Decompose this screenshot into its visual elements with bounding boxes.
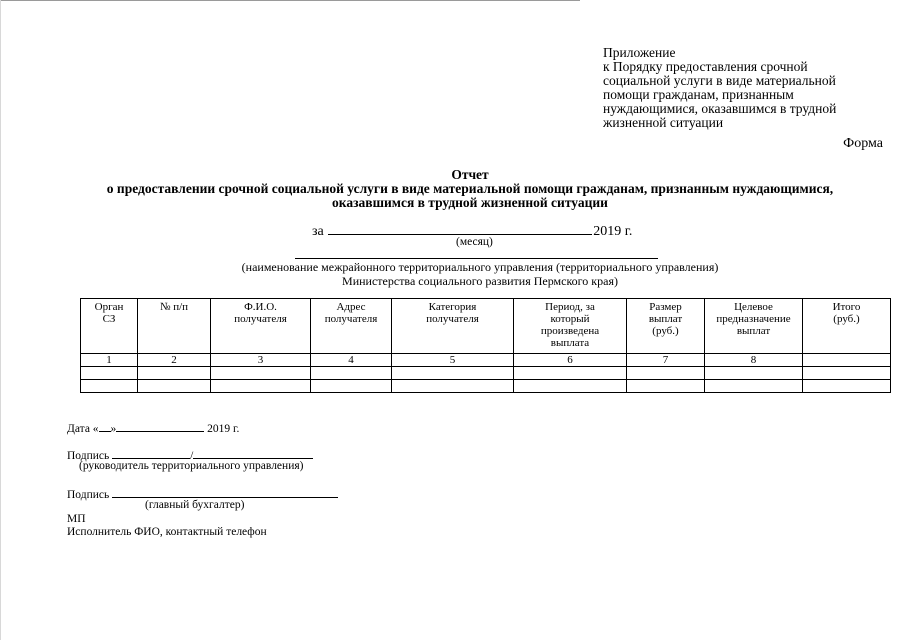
signature-accountant-field[interactable]	[112, 486, 338, 498]
appendix-line: помощи гражданам, признанным	[603, 87, 794, 102]
col-header-line: выплата	[550, 337, 590, 349]
form-label: Форма	[843, 136, 883, 151]
col-header-line: предназначение	[716, 313, 791, 325]
signature-head-name-field[interactable]	[193, 447, 313, 459]
col-header-number	[138, 299, 211, 354]
col-header-line: СЗ	[102, 313, 116, 325]
org-caption-line-1: (наименование межрайонного территориального управления (территориального управления)	[241, 260, 719, 274]
table-cell[interactable]	[81, 380, 138, 393]
col-header-line: Адрес	[336, 301, 366, 313]
org-name-field[interactable]	[295, 258, 658, 259]
appendix-line: Приложение	[603, 45, 676, 60]
header-row	[81, 299, 891, 354]
table-cell[interactable]	[803, 367, 891, 380]
report-title	[30, 168, 905, 210]
column-number: 1	[81, 354, 138, 367]
appendix-line: жизненной ситуации	[603, 115, 724, 130]
org-caption-line-2: Министерства социального развития Пермского края)	[342, 274, 618, 288]
scan-edge-top	[0, 0, 580, 1]
month-field[interactable]	[328, 221, 592, 235]
col-header-total	[803, 299, 891, 354]
col-header-line: получателя	[234, 313, 287, 325]
appendix-note	[603, 46, 893, 130]
table-cell[interactable]	[514, 380, 627, 393]
col-header-line: произведена	[540, 325, 600, 337]
table-cell[interactable]	[705, 367, 803, 380]
col-header-line: выплат	[736, 325, 771, 337]
column-number-row	[81, 354, 891, 367]
title-line-1: Отчет	[451, 167, 489, 182]
col-header-line: (руб.)	[833, 313, 860, 325]
table-cell[interactable]	[138, 380, 211, 393]
col-header-line: Категория	[428, 301, 477, 313]
table-row	[81, 380, 891, 393]
title-line-3: оказавшимся в трудной жизненной ситуации	[332, 195, 608, 210]
col-header-amount	[627, 299, 705, 354]
column-number	[803, 354, 891, 367]
table-cell[interactable]	[627, 367, 705, 380]
column-number: 6	[514, 354, 627, 367]
column-number: 4	[311, 354, 392, 367]
appendix-line: к Порядку предоставления срочной	[603, 59, 808, 74]
col-header-line: который	[550, 313, 590, 325]
table-cell[interactable]	[81, 367, 138, 380]
scan-edge-left	[0, 0, 1, 640]
col-header-line: выплат	[648, 313, 683, 325]
table-cell[interactable]	[211, 380, 311, 393]
signature-head-field[interactable]	[112, 447, 190, 459]
table-row	[81, 367, 891, 380]
stamp-label: МП	[67, 513, 86, 525]
col-header-line: Итого	[832, 301, 861, 313]
report-table	[80, 298, 891, 393]
date-prefix: Дата «	[67, 423, 99, 435]
col-header-line: Период, за	[545, 301, 595, 313]
day-field[interactable]	[99, 420, 111, 432]
table-cell[interactable]	[138, 367, 211, 380]
signature-head-label: Подпись	[67, 450, 110, 462]
appendix-line: нуждающимися, оказавшимся в трудной	[603, 101, 837, 116]
column-number: 5	[392, 354, 514, 367]
date-mid: »	[110, 423, 117, 435]
month-year-field[interactable]	[116, 420, 204, 432]
table-cell[interactable]	[392, 380, 514, 393]
col-header-address	[311, 299, 392, 354]
signature-head-caption: (руководитель территориального управления)	[79, 460, 304, 472]
date-suffix: 2019 г.	[207, 423, 240, 435]
executor-label: Исполнитель ФИО, контактный телефон	[67, 526, 267, 538]
appendix-line: социальной услуги в виде материальной	[603, 73, 836, 88]
column-number: 8	[705, 354, 803, 367]
col-header-organ	[81, 299, 138, 354]
signature-slash: /	[190, 450, 194, 462]
col-header-line: (руб.)	[652, 325, 679, 337]
date-line	[67, 420, 239, 436]
period-suffix: 2019 г.	[593, 224, 633, 239]
col-header-line: получателя	[324, 313, 378, 325]
col-header-period	[514, 299, 627, 354]
table-cell[interactable]	[705, 380, 803, 393]
signature-accountant-caption: (главный бухгалтер)	[145, 499, 245, 511]
col-header-line: Целевое	[734, 301, 773, 313]
col-header-name	[211, 299, 311, 354]
col-header-category	[392, 299, 514, 354]
col-header-line: Орган	[94, 301, 124, 313]
col-header-purpose	[705, 299, 803, 354]
period-prefix: за	[312, 224, 324, 239]
col-header-line: Размер	[649, 301, 682, 313]
col-header-line: Ф.И.О.	[244, 301, 277, 313]
org-caption	[180, 260, 780, 288]
col-header-line: получателя	[426, 313, 479, 325]
table-cell[interactable]	[514, 367, 627, 380]
column-number: 3	[211, 354, 311, 367]
signature-accountant-label: Подпись	[67, 489, 110, 501]
title-line-2: о предоставлении срочной социальной услуги в виде материальной помощи гражданам, признанным нуждающимися,	[106, 181, 834, 196]
table-cell[interactable]	[311, 380, 392, 393]
table-cell[interactable]	[311, 367, 392, 380]
table-cell[interactable]	[392, 367, 514, 380]
column-number: 7	[627, 354, 705, 367]
column-number: 2	[138, 354, 211, 367]
col-header-line: № п/п	[159, 301, 189, 313]
table-cell[interactable]	[211, 367, 311, 380]
table-cell[interactable]	[627, 380, 705, 393]
table-cell[interactable]	[803, 380, 891, 393]
month-caption: (месяц)	[456, 236, 493, 248]
